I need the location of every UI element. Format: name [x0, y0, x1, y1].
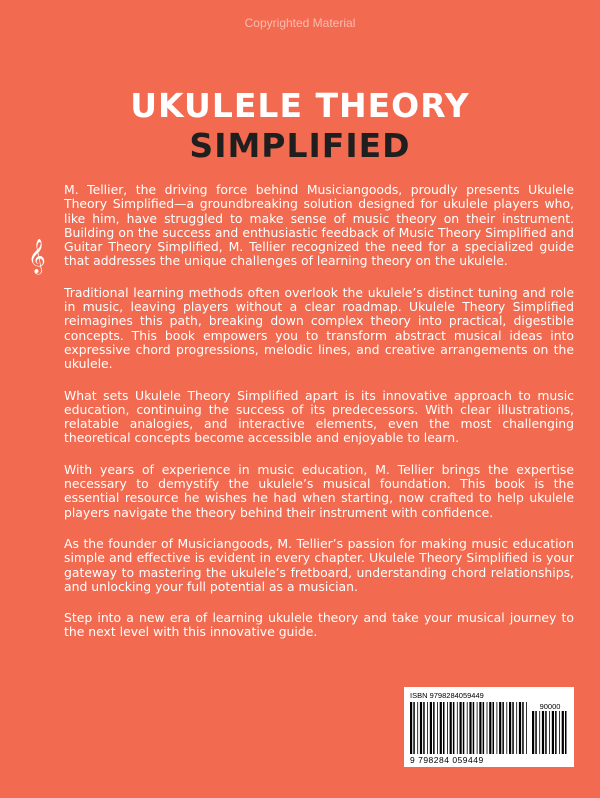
description-paragraph-5: As the founder of Musiciangoods, M. Tellier’s passion for making music education simple and effective is evident in every chapter. Ukulele Theory Simplified is your gateway to mastering the ukulele’s fretboard, understanding chord relationships, and unlocking your full potential as a musician. — [64, 535, 574, 594]
description-paragraph-3: What sets Ukulele Theory Simplified apart is its innovative approach to music education, continuing the success of its predecessors. With clear illustrations, relatable analogies, and interactive elements, even the most challenging theoretical concepts become accessible and enjoyable to learn. — [64, 387, 574, 446]
description-paragraph-6: Step into a new era of learning ukulele theory and take your musical journey to the next level with this innovative guide. — [64, 610, 574, 640]
description-paragraph-1: M. Tellier, the driving force behind Musiciangoods, proudly presents Ukulele Theory Simplified—a groundbreaking solution designed for ukulele players who, like him, have struggled to make sense of music theory on their instrument. Building on the success and enthusiastic feedback of Music Theory Simplified and Guitar Theory Simplified, M. Tellier recognized the need for a specialized guide that addresses the unique challenges of learning theory on the ukulele. — [64, 182, 574, 269]
description-paragraph-4: With years of experience in music education, M. Tellier brings the expertise necessary to demystify the ukulele’s musical foundation. This book is the essential resource he wishes he had when starting, now crafted to help ukulele players navigate the theory behind their instrument with confidence. — [64, 461, 574, 520]
barcode-addon-bars — [532, 711, 568, 754]
barcode-bars — [410, 702, 528, 754]
barcode-digits: 9 798284 059449 — [410, 755, 484, 765]
description-paragraph-2: Traditional learning methods often overlook the ukulele’s distinct tuning and role in music, leaving players without a clear roadmap. Ukulele Theory Simplified reimagines this path, breaking down complex theory into practical, digestible concepts. This book empowers you to transform abstract musical ideas into expressive chord progressions, melodic lines, and creative arrangements on the ukulele. — [64, 284, 574, 372]
copyright-watermark: Copyrighted Material — [244, 16, 356, 30]
isbn-label: ISBN 9798284059449 — [410, 691, 484, 700]
barcode-addon-number: 90000 — [539, 702, 561, 711]
treble-clef-icon: 𝄞 — [28, 239, 46, 274]
isbn-barcode — [404, 687, 574, 767]
title-line-1: UKULELE THEORY — [130, 86, 470, 125]
book-description — [64, 183, 574, 657]
barcode-addon — [532, 702, 568, 754]
title-line-2: SIMPLIFIED — [189, 126, 411, 165]
